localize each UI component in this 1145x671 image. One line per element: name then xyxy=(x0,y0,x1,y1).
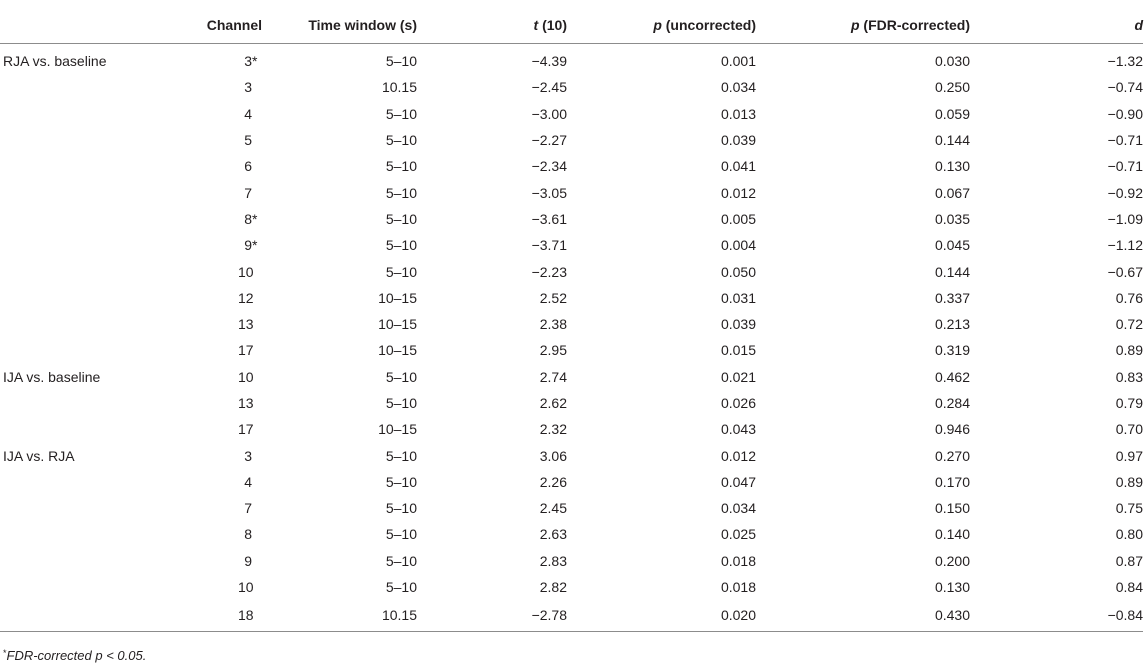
channel-number: 4 xyxy=(244,473,252,490)
cell-p-fdr: 0.250 xyxy=(934,79,970,96)
cell-d: 0.97 xyxy=(1115,447,1143,464)
cell-channel xyxy=(192,74,262,100)
cell-channel xyxy=(192,337,262,363)
footnote-text: FDR-corrected p < 0.05. xyxy=(6,648,147,663)
cell-time-window: 5–10 xyxy=(385,447,417,464)
cell-comparison xyxy=(0,548,192,574)
channel-number: 10 xyxy=(238,368,254,385)
cell-p-fdr: 0.144 xyxy=(934,263,970,280)
cell-p-fdr: 0.130 xyxy=(934,158,970,175)
table-row xyxy=(0,548,1143,574)
header-time-window: Time window (s) xyxy=(262,6,417,44)
cell-t: −2.34 xyxy=(531,158,567,175)
channel-number: 3 xyxy=(244,79,252,96)
cell-time-window: 5–10 xyxy=(385,53,417,70)
cell-comparison xyxy=(0,311,192,337)
cell-time-window: 5–10 xyxy=(385,263,417,280)
cell-d: 0.84 xyxy=(1115,579,1143,596)
table-row xyxy=(0,258,1143,284)
header-p-unc-label: (uncorrected) xyxy=(661,16,756,33)
cell-p-uncorrected: 0.005 xyxy=(720,210,756,227)
cell-comparison xyxy=(0,232,192,258)
cell-time-window: 5–10 xyxy=(385,158,417,175)
cell-p-uncorrected: 0.034 xyxy=(720,500,756,517)
cell-channel xyxy=(192,548,262,574)
channel-number: 4 xyxy=(244,105,252,122)
cell-comparison: IJA vs. baseline xyxy=(3,368,101,385)
cell-d: 0.80 xyxy=(1115,526,1143,543)
cell-t: 2.63 xyxy=(539,526,567,543)
cell-d: 0.89 xyxy=(1115,342,1143,359)
cell-d: −0.71 xyxy=(1107,158,1143,175)
cell-p-uncorrected: 0.013 xyxy=(720,105,756,122)
cell-comparison xyxy=(0,337,192,363)
table-row xyxy=(0,469,1143,495)
table-body xyxy=(0,44,1143,632)
cell-d: 0.76 xyxy=(1115,289,1143,306)
table-row xyxy=(0,521,1143,547)
table-footnote xyxy=(3,648,146,663)
channel-number: 9 xyxy=(244,237,252,254)
channel-number: 3 xyxy=(244,53,252,70)
cell-p-fdr: 0.170 xyxy=(934,473,970,490)
cell-p-fdr: 0.144 xyxy=(934,132,970,149)
cell-p-fdr: 0.270 xyxy=(934,447,970,464)
cell-p-uncorrected: 0.020 xyxy=(567,600,756,632)
cell-comparison xyxy=(0,600,192,632)
cell-p-fdr: 0.462 xyxy=(934,368,970,385)
table-row xyxy=(0,232,1143,258)
channel-number: 8 xyxy=(244,526,252,543)
cell-d: −0.92 xyxy=(1107,184,1143,201)
cell-time-window: 5–10 xyxy=(385,184,417,201)
footnote-marker: * xyxy=(3,648,7,658)
cell-channel xyxy=(192,44,262,75)
cell-p-fdr: 0.067 xyxy=(934,184,970,201)
cell-time-window: 10–15 xyxy=(378,421,417,438)
table-row xyxy=(0,364,1143,390)
cell-time-window: 5–10 xyxy=(385,132,417,149)
cell-channel xyxy=(192,521,262,547)
cell-time-window: 5–10 xyxy=(385,105,417,122)
significance-mark: * xyxy=(252,237,258,254)
header-channel: Channel xyxy=(192,6,262,44)
channel-number: 12 xyxy=(238,289,254,306)
cell-p-fdr: 0.059 xyxy=(934,105,970,122)
cell-comparison xyxy=(0,285,192,311)
cell-p-uncorrected: 0.041 xyxy=(720,158,756,175)
cell-d: −0.74 xyxy=(1107,79,1143,96)
cell-channel xyxy=(192,469,262,495)
header-t-df: (10) xyxy=(538,16,567,33)
cell-comparison xyxy=(0,153,192,179)
cell-time-window: 10.15 xyxy=(381,79,417,96)
cell-p-uncorrected: 0.050 xyxy=(720,263,756,280)
cell-p-uncorrected: 0.043 xyxy=(720,421,756,438)
header-p-fdr-symbol: p xyxy=(850,16,860,33)
table-row xyxy=(0,390,1143,416)
cell-comparison xyxy=(0,74,192,100)
cell-time-window: 10.15 xyxy=(262,600,417,632)
cell-d: −0.71 xyxy=(1107,132,1143,149)
table-row xyxy=(0,44,1143,75)
channel-number: 7 xyxy=(244,500,252,517)
cell-d: −0.67 xyxy=(1107,263,1143,280)
cell-p-uncorrected: 0.047 xyxy=(720,473,756,490)
cell-p-uncorrected: 0.004 xyxy=(720,237,756,254)
header-comparison xyxy=(0,6,192,44)
table-row xyxy=(0,127,1143,153)
cell-channel xyxy=(192,495,262,521)
cell-t: −2.23 xyxy=(531,263,567,280)
cell-t: 2.83 xyxy=(539,552,567,569)
cell-t: −3.71 xyxy=(531,237,567,254)
channel-number: 13 xyxy=(238,316,254,333)
cell-comparison xyxy=(0,390,192,416)
significance-mark: * xyxy=(252,53,258,70)
cell-d: 0.75 xyxy=(1115,500,1143,517)
channel-number: 8 xyxy=(244,210,252,227)
table-header xyxy=(0,6,1143,44)
header-row xyxy=(0,6,1143,44)
cell-t: 2.95 xyxy=(539,342,567,359)
cell-d: 0.89 xyxy=(1115,473,1143,490)
cell-p-uncorrected: 0.018 xyxy=(720,552,756,569)
cell-t: −2.78 xyxy=(417,600,567,632)
cell-d: −1.09 xyxy=(1107,210,1143,227)
cell-t: 2.74 xyxy=(539,368,567,385)
cell-t: −3.61 xyxy=(531,210,567,227)
cell-p-fdr: 0.946 xyxy=(934,421,970,438)
cell-channel xyxy=(192,364,262,390)
cell-p-fdr: 0.284 xyxy=(934,395,970,411)
cell-t: 2.45 xyxy=(539,500,567,517)
cell-p-uncorrected: 0.039 xyxy=(720,316,756,333)
cell-p-fdr: 0.030 xyxy=(934,53,970,70)
cell-t: 2.26 xyxy=(539,473,567,490)
cell-d: −1.12 xyxy=(1107,237,1143,254)
cell-p-fdr: 0.213 xyxy=(934,316,970,333)
cell-d: −0.84 xyxy=(970,600,1143,632)
table-row xyxy=(0,442,1143,468)
cell-channel xyxy=(192,574,262,600)
cell-comparison xyxy=(0,521,192,547)
cell-channel xyxy=(192,390,262,416)
cell-channel xyxy=(192,232,262,258)
channel-number: 3 xyxy=(244,447,252,464)
channel-number: 6 xyxy=(244,158,252,175)
cell-comparison xyxy=(0,574,192,600)
cell-t: −3.00 xyxy=(531,105,567,122)
table-row xyxy=(0,311,1143,337)
cell-d: 0.83 xyxy=(1115,368,1143,385)
cell-time-window: 5–10 xyxy=(385,526,417,543)
cell-t: −2.45 xyxy=(531,79,567,96)
channel-number: 10 xyxy=(238,579,254,596)
header-t xyxy=(417,6,567,44)
cell-comparison xyxy=(0,258,192,284)
cell-channel xyxy=(192,311,262,337)
cell-p-uncorrected: 0.031 xyxy=(720,289,756,306)
cell-d: −1.32 xyxy=(1107,53,1143,70)
cell-comparison xyxy=(0,101,192,127)
cell-t: 2.32 xyxy=(539,421,567,438)
cell-p-fdr: 0.045 xyxy=(934,237,970,254)
channel-number: 17 xyxy=(238,342,254,359)
table-row xyxy=(0,416,1143,442)
cell-channel xyxy=(192,600,262,632)
cell-t: 2.62 xyxy=(539,395,567,411)
header-p-uncorrected xyxy=(567,6,756,44)
channel-number: 17 xyxy=(238,421,254,438)
cell-d: 0.87 xyxy=(1115,552,1143,569)
cell-time-window: 5–10 xyxy=(385,552,417,569)
header-p-fdr-label: (FDR-corrected) xyxy=(859,16,970,33)
cell-p-fdr: 0.035 xyxy=(934,210,970,227)
cell-channel xyxy=(192,416,262,442)
cell-p-fdr: 0.140 xyxy=(934,526,970,543)
table-row xyxy=(0,153,1143,179)
cell-t: −2.27 xyxy=(531,132,567,149)
cell-t: 3.06 xyxy=(539,447,567,464)
cell-p-fdr: 0.200 xyxy=(934,552,970,569)
cell-p-fdr: 0.430 xyxy=(756,600,970,632)
table-row xyxy=(0,179,1143,205)
table-row xyxy=(0,101,1143,127)
cell-t: 2.52 xyxy=(539,289,567,306)
cell-comparison xyxy=(0,416,192,442)
channel-number: 13 xyxy=(238,395,254,411)
header-t-symbol: t xyxy=(533,16,539,33)
cell-p-uncorrected: 0.039 xyxy=(720,132,756,149)
cell-comparison xyxy=(0,206,192,232)
channel-number: 9 xyxy=(244,552,252,569)
header-d-symbol: d xyxy=(1134,16,1143,33)
cell-t: 2.82 xyxy=(539,579,567,596)
cell-channel xyxy=(192,127,262,153)
cell-time-window: 5–10 xyxy=(385,500,417,517)
cell-p-fdr: 0.130 xyxy=(934,579,970,596)
cell-p-fdr: 0.337 xyxy=(934,289,970,306)
cell-p-uncorrected: 0.025 xyxy=(720,526,756,543)
table-row xyxy=(0,574,1143,600)
cell-time-window: 10–15 xyxy=(378,342,417,359)
channel-number: 10 xyxy=(238,263,254,280)
table-row xyxy=(0,337,1143,363)
cell-channel xyxy=(192,258,262,284)
cell-p-uncorrected: 0.034 xyxy=(720,79,756,96)
cell-p-uncorrected: 0.026 xyxy=(720,395,756,411)
cell-comparison: IJA vs. RJA xyxy=(3,447,75,464)
cell-comparison xyxy=(0,469,192,495)
cell-time-window: 10–15 xyxy=(378,316,417,333)
cell-d: −0.90 xyxy=(1107,105,1143,122)
cell-comparison xyxy=(0,179,192,205)
results-table xyxy=(0,6,1143,632)
cell-p-uncorrected: 0.021 xyxy=(720,368,756,385)
cell-comparison: RJA vs. baseline xyxy=(3,53,107,70)
cell-channel xyxy=(192,179,262,205)
header-d xyxy=(970,6,1143,44)
cell-p-uncorrected: 0.015 xyxy=(720,342,756,359)
cell-d: 0.72 xyxy=(1115,316,1143,333)
cell-time-window: 5–10 xyxy=(385,368,417,385)
cell-t: 2.38 xyxy=(539,316,567,333)
header-p-unc-symbol: p xyxy=(653,16,662,33)
cell-p-fdr: 0.319 xyxy=(934,342,970,359)
cell-p-uncorrected: 0.018 xyxy=(720,579,756,596)
table-row xyxy=(0,495,1143,521)
table-row xyxy=(0,74,1143,100)
header-p-fdr xyxy=(756,6,970,44)
cell-time-window: 5–10 xyxy=(385,579,417,596)
cell-p-uncorrected: 0.001 xyxy=(720,53,756,70)
cell-time-window: 10–15 xyxy=(378,289,417,306)
cell-d: 0.70 xyxy=(1115,421,1143,438)
cell-channel xyxy=(192,101,262,127)
cell-comparison xyxy=(0,495,192,521)
cell-channel xyxy=(192,442,262,468)
cell-time-window: 5–10 xyxy=(385,237,417,254)
cell-channel xyxy=(192,206,262,232)
cell-p-fdr: 0.150 xyxy=(934,500,970,517)
channel-number: 7 xyxy=(244,184,252,201)
cell-t: −4.39 xyxy=(531,53,567,70)
significance-mark: * xyxy=(252,210,258,227)
cell-channel xyxy=(192,153,262,179)
table-row xyxy=(0,285,1143,311)
cell-p-uncorrected: 0.012 xyxy=(720,184,756,201)
cell-d: 0.79 xyxy=(1115,395,1143,411)
cell-channel xyxy=(192,285,262,311)
table-row xyxy=(0,600,1143,632)
channel-number: 5 xyxy=(244,132,252,149)
cell-comparison xyxy=(0,127,192,153)
table-row xyxy=(0,206,1143,232)
cell-t: −3.05 xyxy=(531,184,567,201)
cell-time-window: 5–10 xyxy=(385,473,417,490)
cell-time-window: 5–10 xyxy=(385,210,417,227)
cell-time-window: 5–10 xyxy=(385,395,417,411)
cell-p-uncorrected: 0.012 xyxy=(720,447,756,464)
channel-number: 18 xyxy=(238,606,254,623)
